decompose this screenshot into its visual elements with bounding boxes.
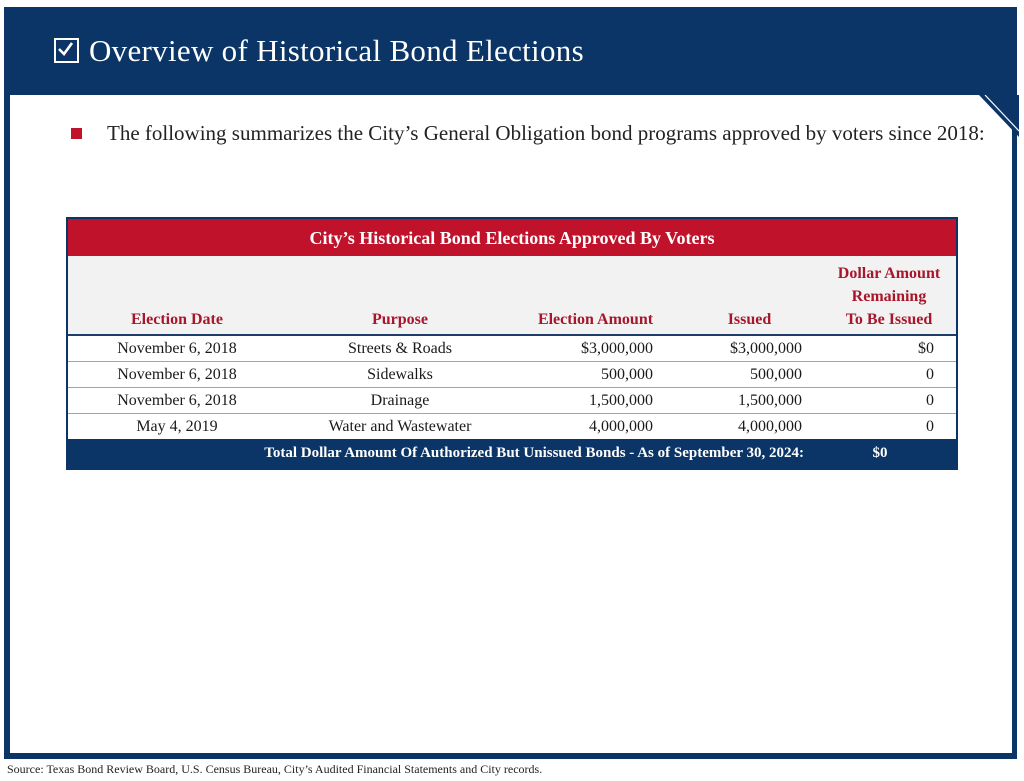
- column-header-remaining-line2: Remaining: [851, 288, 927, 305]
- cell-purpose: Water and Wastewater: [328, 418, 472, 435]
- cell-election-date: November 6, 2018: [68, 362, 286, 388]
- total-label: Total Dollar Amount Of Authorized But Unissued Bonds - As of September 30, 2024:: [264, 445, 804, 461]
- cell-remaining: 0: [822, 362, 956, 388]
- column-header-remaining-line1: Dollar Amount: [837, 265, 941, 282]
- cell-election-date: November 6, 2018: [68, 335, 286, 362]
- cell-purpose: Streets & Roads: [286, 335, 514, 362]
- cell-issued: $3,000,000: [673, 335, 822, 362]
- column-header-purpose: Purpose: [286, 256, 514, 335]
- column-header-election-date: Election Date: [68, 256, 286, 335]
- cell-election-amount: 500,000: [514, 362, 673, 388]
- cell-remaining: $0: [822, 335, 956, 362]
- cell-election-amount: 1,500,000: [514, 388, 673, 414]
- column-header-election-amount: Election Amount: [514, 256, 673, 335]
- table-row: [68, 335, 956, 362]
- table-header-row: [68, 256, 956, 335]
- bond-table-grid: [68, 256, 956, 439]
- cell-purpose: Drainage: [286, 388, 514, 414]
- cell-purpose: Sidewalks: [286, 362, 514, 388]
- cell-remaining: 0: [926, 418, 934, 435]
- checked-box-icon: [54, 38, 79, 63]
- source-note: Source: Texas Bond Review Board, U.S. Census Bureau, City’s Audited Financial Statements and City records.: [7, 762, 543, 776]
- total-value: $0: [872, 445, 888, 461]
- cell-election-amount: $3,000,000: [514, 335, 673, 362]
- table-row: [68, 414, 956, 440]
- column-header-remaining: [822, 256, 956, 335]
- intro-paragraph: The following summarizes the City’s General Obligation bond programs approved by voters since 2018:: [107, 121, 985, 145]
- column-header-remaining-line3: To Be Issued: [845, 311, 933, 328]
- table-total-row: [68, 439, 956, 468]
- page-title: Overview of Historical Bond Elections: [89, 33, 584, 68]
- column-header-issued: Issued: [673, 256, 822, 335]
- cell-election-date: May 4, 2019: [136, 418, 218, 435]
- table-row: [68, 388, 956, 414]
- table-row: [68, 362, 956, 388]
- slide-header: [4, 7, 1017, 95]
- cell-issued: 4,000,000: [738, 418, 802, 435]
- table-title: City’s Historical Bond Elections Approved By Voters: [68, 219, 956, 256]
- cell-election-amount: 4,000,000: [589, 418, 653, 435]
- cell-election-date: November 6, 2018: [68, 388, 286, 414]
- bond-elections-table: [66, 217, 958, 470]
- cell-remaining: 0: [822, 388, 956, 414]
- bullet-square-icon: [71, 128, 82, 139]
- cell-issued: 1,500,000: [673, 388, 822, 414]
- cell-issued: 500,000: [673, 362, 822, 388]
- page-title-wrap: [54, 33, 584, 69]
